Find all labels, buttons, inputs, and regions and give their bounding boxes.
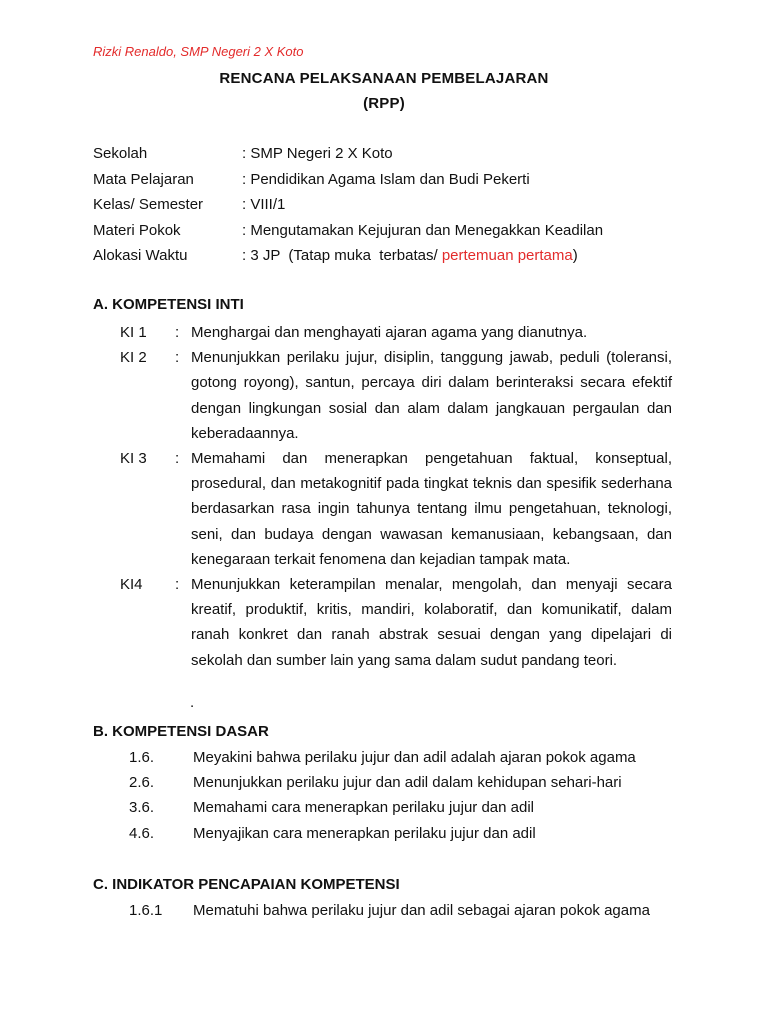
ki-text: Menunjukkan keterampilan menalar, mengolah, dan menyaji secara kreatif, produktif, kritis, mandiri, kolaboratif, dan komunikatif, dalam ranah konkret dan ranah abstrak sesuai dengan yang dipelajari di sekolah dan sumber lain yang sama dalam sudut pandang teori.: [191, 576, 672, 669]
ki-list: [120, 320, 672, 673]
identity-value-end: ): [572, 247, 578, 264]
identity-value: [242, 247, 578, 273]
indicator-list: [129, 902, 650, 927]
kd-number: 3.6.: [129, 799, 155, 817]
identity-label: Kelas/ Semester: [93, 196, 204, 213]
kd-number: 4.6.: [129, 824, 155, 842]
identity-row: [93, 222, 603, 248]
trailing-dot: .: [190, 694, 195, 711]
author-header: Rizki Renaldo, SMP Negeri 2 X Koto: [93, 44, 304, 59]
ki-item: [120, 345, 672, 446]
identity-label: Materi Pokok: [93, 221, 181, 239]
identity-value: : Mengutamakan Kejujuran dan Menegakkan Keadilan: [242, 221, 604, 239]
kd-number: 1.6.: [129, 749, 155, 766]
ki-colon: :: [175, 450, 180, 468]
ki-code: KI 1: [120, 324, 147, 341]
section-c-heading: C. INDIKATOR PENCAPAIAN KOMPETENSI: [93, 876, 400, 893]
ki-text: Menunjukkan perilaku jujur, disiplin, tanggung jawab, peduli (toleransi, gotong royong), santun, percaya diri dalam berinteraksi secara efektif dengan lingkungan sosial dan alam dalam jangkauan pergaulan dan keberadaannya.: [191, 349, 672, 442]
ki-text: Memahami dan menerapkan pengetahuan faktual, konseptual, prosedural, dan metakognitif pada tingkat teknis dan spesifik sederhana berdasarkan rasa ingin tahunya tentang ilmu pengetahuan, teknologi, seni, dan budaya dengan wawasan kemanusiaan, kebangsaan, dan kenegaraan terkait fenomena dan kejadian tampak mata.: [191, 450, 672, 568]
ki-colon: :: [175, 576, 180, 594]
identity-value-highlight: pertemuan pertama: [441, 247, 573, 264]
identity-row: [93, 196, 603, 222]
ki-item: [120, 572, 672, 673]
identity-value-text: : 3 JP (Tatap muka terbatas/: [242, 247, 442, 264]
kd-text: Menyajikan cara menerapkan perilaku jujur dan adil: [193, 824, 536, 842]
ki-code: KI 2: [120, 349, 147, 367]
ki-colon: :: [175, 324, 180, 341]
ki-item: [120, 320, 672, 345]
identity-row: [93, 171, 603, 197]
kd-text: Meyakini bahwa perilaku jujur dan adil adalah ajaran pokok agama: [193, 749, 636, 766]
identity-label: Mata Pelajaran: [93, 170, 194, 188]
ki-colon: :: [175, 349, 180, 367]
kd-text: Memahami cara menerapkan perilaku jujur dan adil: [193, 799, 535, 817]
section-b-heading: B. KOMPETENSI DASAR: [93, 723, 269, 740]
indicator-number: 1.6.1: [129, 902, 163, 919]
kd-item: [129, 749, 636, 774]
indicator-item: [129, 902, 650, 927]
identity-value: : SMP Negeri 2 X Koto: [242, 145, 393, 162]
identity-label: Sekolah: [93, 145, 148, 162]
identity-label: Alokasi Waktu: [93, 247, 188, 264]
document-subtitle: (RPP): [363, 95, 405, 112]
identity-row: [93, 145, 603, 171]
kd-text: Menunjukkan perilaku jujur dan adil dalam kehidupan sehari-hari: [193, 774, 622, 792]
kd-item: [129, 774, 636, 799]
identity-table: [93, 145, 603, 273]
ki-item: [120, 446, 672, 572]
indicator-text: Mematuhi bahwa perilaku jujur dan adil sebagai ajaran pokok agama: [193, 902, 650, 919]
ki-text: Menghargai dan menghayati ajaran agama yang dianutnya.: [191, 324, 588, 341]
identity-value: : Pendidikan Agama Islam dan Budi Pekerti: [242, 170, 530, 188]
document-title: RENCANA PELAKSANAAN PEMBELAJARAN: [219, 70, 549, 87]
identity-row: [93, 247, 603, 273]
kd-item: [129, 799, 636, 824]
kd-item: [129, 825, 636, 850]
kd-number: 2.6.: [129, 774, 155, 792]
kd-list: [129, 749, 636, 850]
section-a-heading: A. KOMPETENSI INTI: [93, 296, 244, 313]
identity-value: : VIII/1: [242, 196, 286, 213]
ki-code: KI 3: [120, 450, 147, 468]
ki-code: KI4: [120, 576, 143, 594]
